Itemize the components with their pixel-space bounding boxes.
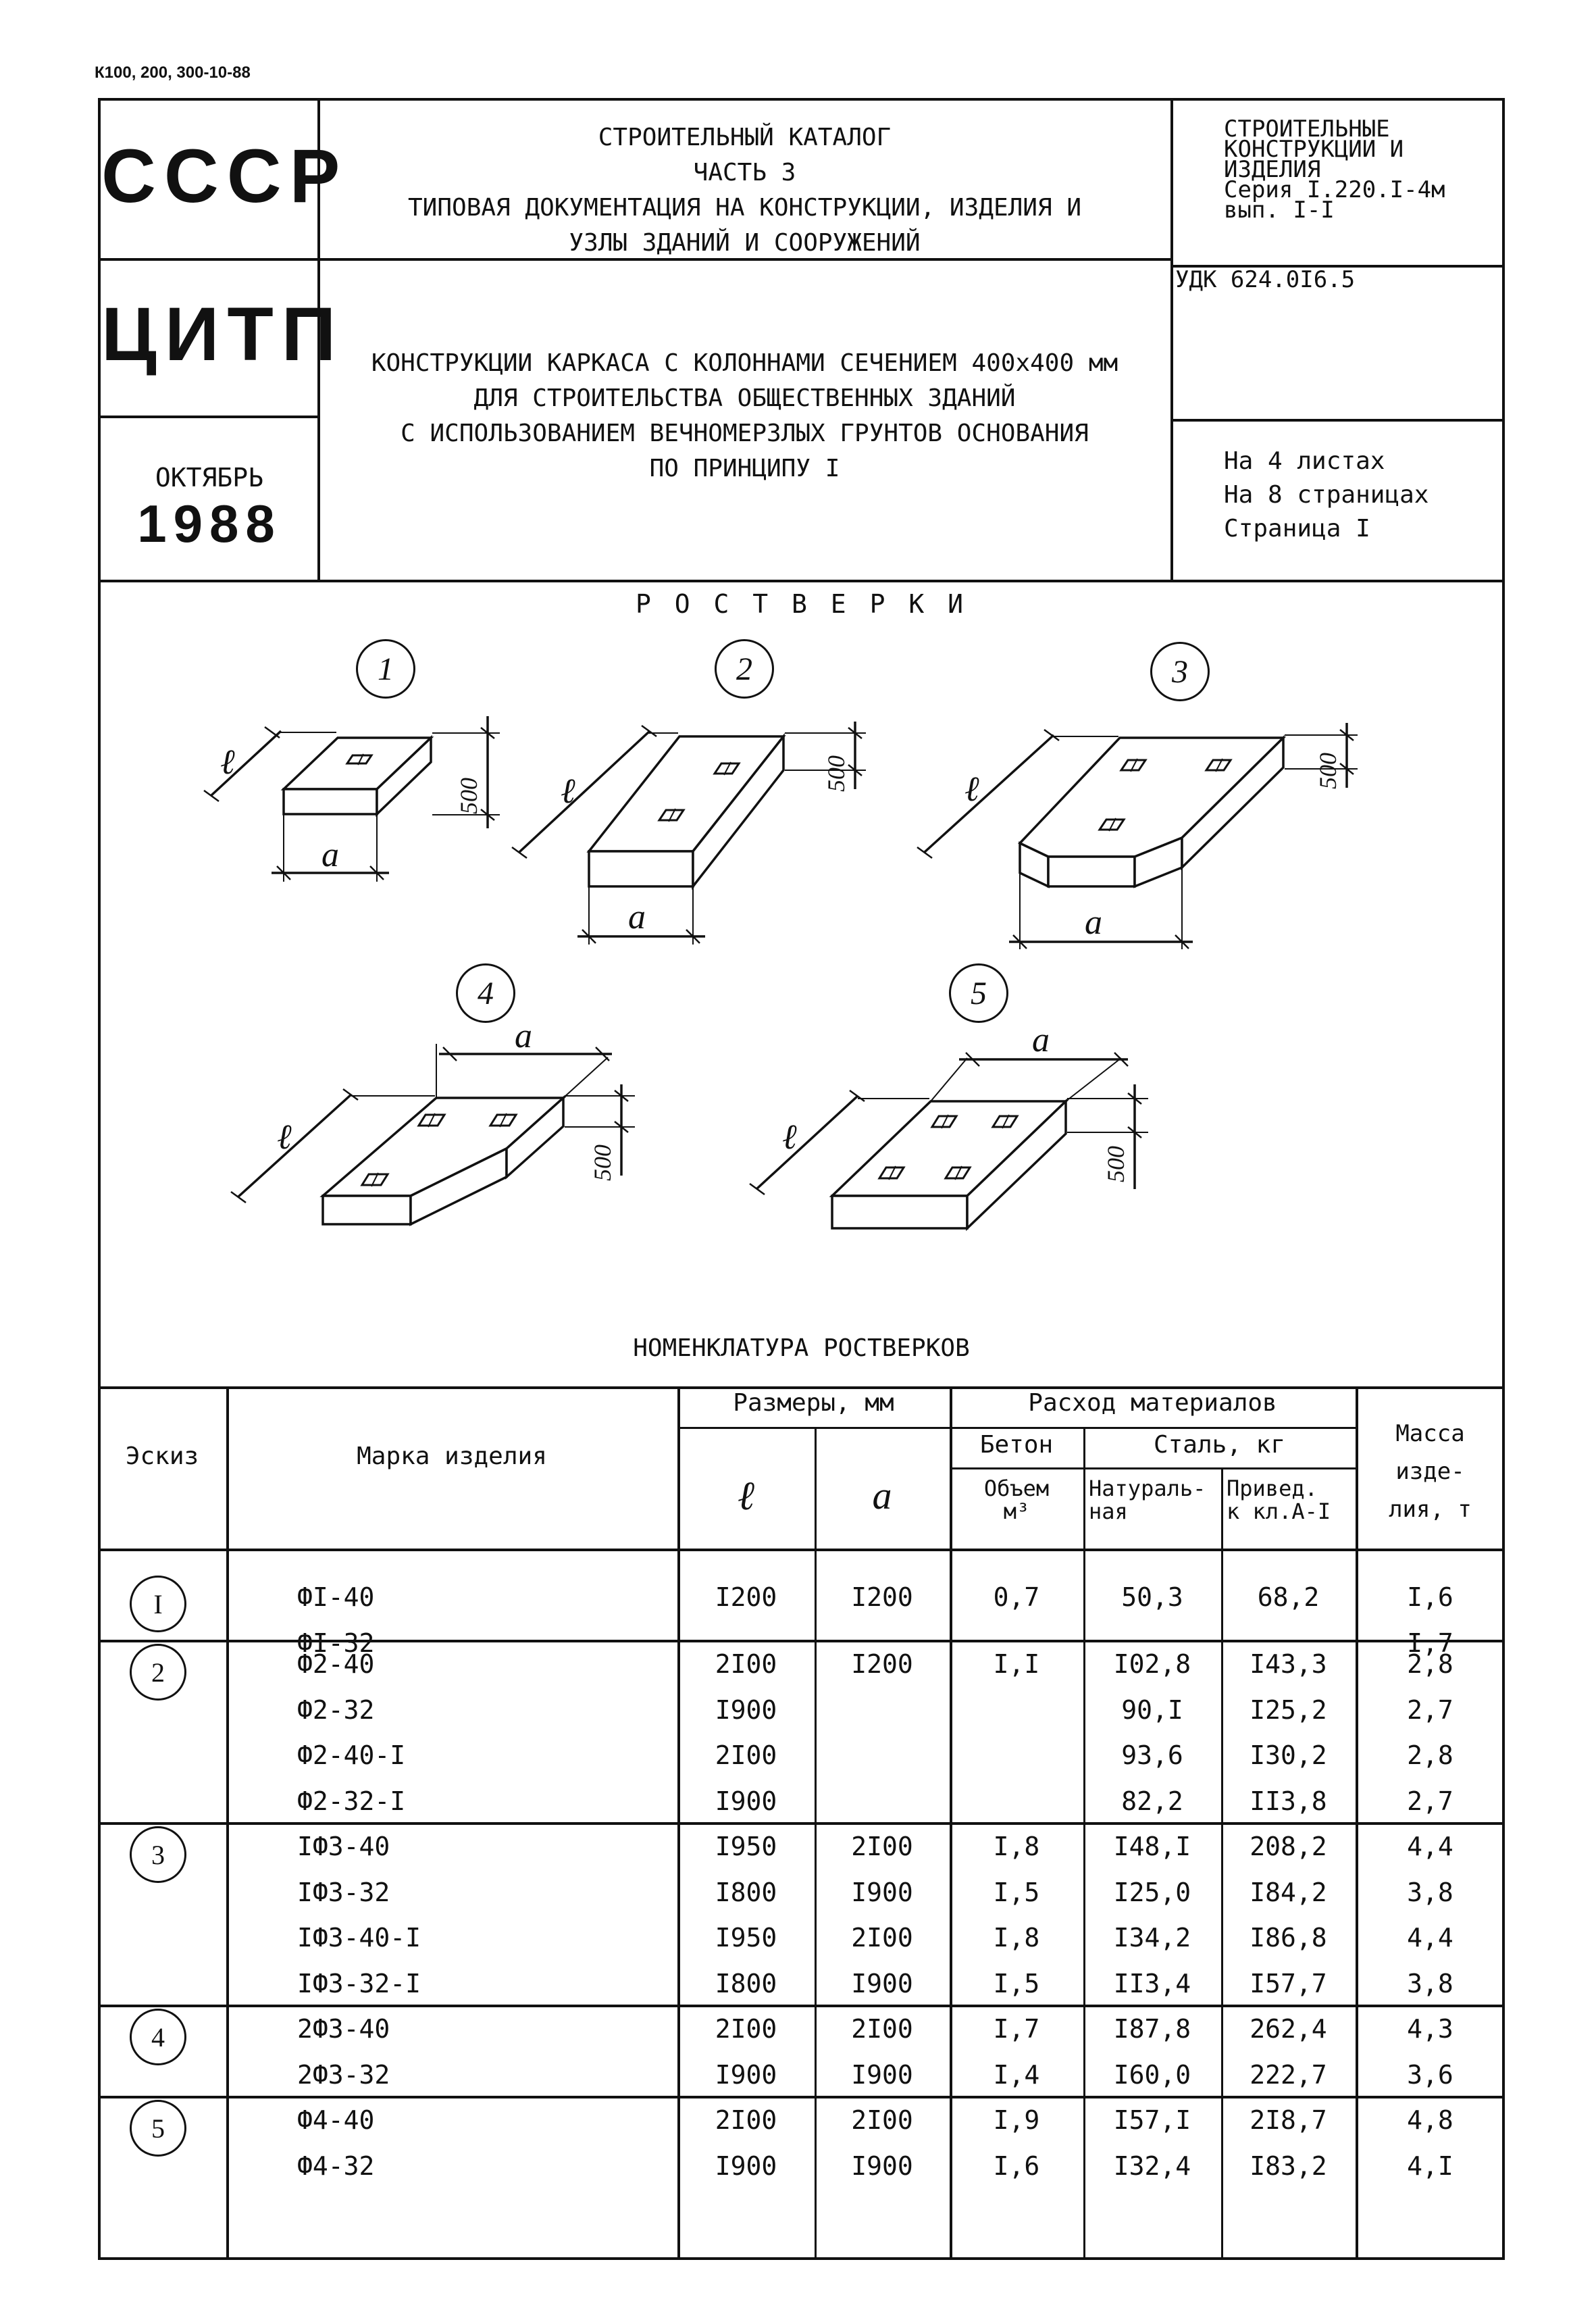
cell-l: 2I00	[715, 2014, 777, 2044]
cell-mass: 4,I	[1407, 2150, 1453, 2181]
cell-l: I900	[715, 2059, 777, 2090]
header-mark: Марка изделия	[357, 1442, 547, 1470]
cell-red: 208,2	[1250, 1832, 1327, 1861]
cell-nat: I32,4	[1113, 2150, 1191, 2181]
header-volume-line: Объем	[983, 1476, 1050, 1501]
series-line: вып. I-I	[1224, 197, 1335, 224]
cell-red: II3,8	[1250, 1786, 1327, 1816]
cell-red: I83,2	[1250, 2150, 1327, 2181]
cell-mass: I,6	[1407, 1582, 1453, 1612]
sketch-number-2: 2	[715, 639, 774, 699]
series-line: СТРОИТЕЛЬНЫЕ	[1224, 116, 1390, 143]
header-concrete: Бетон	[979, 1431, 1054, 1459]
header-mass	[1356, 1415, 1505, 1528]
cell-nat: I48,I	[1113, 1832, 1191, 1861]
header-a: a	[872, 1474, 892, 1517]
group-separator	[98, 1640, 1505, 1642]
header-sizes: Размеры, мм	[733, 1389, 894, 1417]
cell-l: 2I00	[715, 1649, 777, 1679]
dim-h-2: 500	[823, 755, 850, 792]
cell-mark: IФ3-32	[297, 1877, 390, 1907]
group-separator	[98, 2096, 1505, 2098]
cell-mark: Ф2-40-I	[297, 1740, 406, 1770]
cell-mark: ФI-40	[297, 1582, 375, 1612]
dim-l-3: ℓ	[964, 770, 979, 809]
cell-mass: 2,7	[1407, 1694, 1453, 1725]
header-reduced-line: Привед.	[1227, 1476, 1318, 1501]
header-sketch: Эскиз	[125, 1442, 199, 1470]
sketch-number-circle: 4	[130, 2009, 186, 2065]
cell-mass: 4,4	[1407, 1832, 1453, 1861]
udk-code: УДК 624.0I6.5	[1175, 266, 1356, 293]
cell-mark: Ф4-40	[297, 2105, 375, 2135]
cell-mass: I,7	[1407, 1628, 1453, 1658]
dim-h-5: 500	[1102, 1146, 1129, 1182]
dim-a-2: a	[628, 898, 646, 936]
header-materials: Расход материалов	[1028, 1389, 1277, 1417]
cell-nat: II3,4	[1113, 1968, 1191, 1998]
cell-mark: ФI-32	[297, 1628, 375, 1658]
cell-a: I200	[851, 1582, 913, 1612]
table-subheader-line-2	[950, 1467, 1356, 1469]
cell-nat: I87,8	[1113, 2014, 1191, 2044]
cell-a: I200	[851, 1649, 913, 1679]
cell-vol: I,8	[993, 1923, 1040, 1953]
catalog-line: ТИПОВАЯ ДОКУМЕНТАЦИЯ НА КОНСТРУКЦИИ, ИЗДЕЛИЯ И	[408, 194, 1081, 222]
cell-red: I25,2	[1250, 1694, 1327, 1725]
cell-l: I900	[715, 1694, 777, 1725]
cell-l: 2I00	[715, 1740, 777, 1770]
cell-red: 2I8,7	[1250, 2105, 1327, 2135]
cell-mass: 2,8	[1407, 1649, 1453, 1679]
cell-nat: I02,8	[1113, 1649, 1191, 1679]
dim-a-1: a	[321, 836, 339, 874]
cell-vol: I,6	[993, 2150, 1040, 2181]
title-line: КОНСТРУКЦИИ КАРКАСА С КОЛОННАМИ СЕЧЕНИЕМ 400х400 мм	[371, 349, 1118, 377]
cell-l: I950	[715, 1923, 777, 1953]
header-reduced	[1227, 1477, 1356, 1523]
cell-a: I900	[851, 2150, 913, 2181]
org-ussr: СССР	[101, 134, 349, 218]
dim-a-3: a	[1085, 903, 1102, 942]
dim-h-3: 500	[1314, 753, 1341, 789]
cell-l: I800	[715, 1968, 777, 1998]
sheet-line: Страница I	[1224, 515, 1370, 543]
cell-red: 222,7	[1250, 2059, 1327, 2090]
dim-l-1: ℓ	[220, 743, 235, 782]
cell-red: I86,8	[1250, 1923, 1327, 1953]
issue-year: 1988	[137, 494, 282, 553]
cell-nat: 82,2	[1121, 1786, 1183, 1816]
cell-l: 2I00	[715, 2105, 777, 2135]
cell-a: 2I00	[851, 1923, 913, 1953]
cell-vol: I,7	[993, 2014, 1040, 2044]
cell-mark: Ф2-40	[297, 1649, 375, 1679]
cell-red: 262,4	[1250, 2014, 1327, 2044]
header-steel: Сталь, кг	[1153, 1431, 1286, 1459]
series-line: ИЗДЕЛИЯ	[1224, 156, 1321, 183]
cell-a: 2I00	[851, 2105, 913, 2135]
table-header-bottom	[98, 1549, 1505, 1551]
cell-mass: 2,8	[1407, 1740, 1453, 1770]
header-mass-line: Масса	[1395, 1420, 1465, 1447]
cell-l: I900	[715, 1786, 777, 1816]
cell-red: I57,7	[1250, 1968, 1327, 1998]
cell-vol: I,I	[993, 1649, 1040, 1679]
dim-a-5: a	[1032, 1021, 1050, 1059]
cell-l: I950	[715, 1832, 777, 1861]
dim-h-1: 500	[455, 778, 482, 814]
cell-a: I900	[851, 1968, 913, 1998]
org-citp: ЦИТП	[101, 292, 344, 376]
group-separator	[98, 1822, 1505, 1825]
group-separator	[98, 2005, 1505, 2007]
catalog-line: УЗЛЫ ЗДАНИЙ И СООРУЖЕНИЙ	[569, 229, 921, 257]
cell-l: I900	[715, 2150, 777, 2181]
sketch-2-drawing	[512, 722, 866, 945]
cell-mark: 2Ф3-40	[297, 2014, 390, 2044]
header-mass-line: лия, т	[1389, 1496, 1472, 1523]
sketch-number-3: 3	[1150, 642, 1210, 701]
sheet-line: На 4 листах	[1224, 447, 1385, 475]
drawings-title: Р О С Т В Е Р К И	[636, 589, 967, 619]
header-natural-line: Натураль-	[1089, 1476, 1206, 1501]
title-line: С ИСПОЛЬЗОВАНИЕМ ВЕЧНОМЕРЗЛЫХ ГРУНТОВ ОСНОВАНИЯ	[401, 420, 1089, 447]
cell-a: I900	[851, 1877, 913, 1907]
cell-mark: IФ3-40	[297, 1832, 390, 1861]
sketch-number-1: 1	[356, 639, 415, 699]
cell-nat: I34,2	[1113, 1923, 1191, 1953]
document-code: К100, 200, 300-10-88	[95, 64, 251, 82]
cell-nat: I60,0	[1113, 2059, 1191, 2090]
cell-vol: I,9	[993, 2105, 1040, 2135]
dim-l-5: ℓ	[782, 1118, 797, 1157]
header-volume	[950, 1477, 1083, 1523]
cell-mark: 2Ф3-32	[297, 2059, 390, 2090]
dim-l-2: ℓ	[561, 772, 575, 811]
cell-a: 2I00	[851, 2014, 913, 2044]
sketch-number-circle: 2	[130, 1644, 186, 1701]
cell-mark: Ф2-32-I	[297, 1786, 406, 1816]
cell-vol: I,4	[993, 2059, 1040, 2090]
series-line: КОНСТРУКЦИИ И	[1224, 136, 1404, 163]
cell-mass: 4,8	[1407, 2105, 1453, 2135]
cell-mark: IФ3-40-I	[297, 1923, 421, 1953]
cell-nat: I57,I	[1113, 2105, 1191, 2135]
cell-mass: 3,6	[1407, 2059, 1453, 2090]
cell-nat: 50,3	[1121, 1582, 1183, 1612]
table-subheader-line	[677, 1427, 1356, 1429]
cell-mark: IФ3-32-I	[297, 1968, 421, 1998]
cell-mark: Ф2-32	[297, 1694, 375, 1725]
dim-l-4: ℓ	[277, 1118, 292, 1157]
title-line: ПО ПРИНЦИПУ I	[649, 455, 840, 482]
sketch-number-5: 5	[949, 963, 1008, 1023]
series-line: Серия I.220.I-4м	[1224, 176, 1445, 203]
cell-nat: 93,6	[1121, 1740, 1183, 1770]
cell-red: I43,3	[1250, 1649, 1327, 1679]
cell-a: I900	[851, 2059, 913, 2090]
sketch-number-circle: 3	[130, 1826, 186, 1883]
title-line: ДЛЯ СТРОИТЕЛЬСТВА ОБЩЕСТВЕННЫХ ЗДАНИЙ	[473, 384, 1016, 412]
cell-mass: 3,8	[1407, 1877, 1453, 1907]
cell-nat: 90,I	[1121, 1694, 1183, 1725]
cell-l: I800	[715, 1877, 777, 1907]
cell-red: I84,2	[1250, 1877, 1327, 1907]
header-natural-line: ная	[1089, 1499, 1128, 1524]
cell-a: 2I00	[851, 1832, 913, 1861]
catalog-line: ЧАСТЬ 3	[693, 159, 796, 186]
issue-month: ОКТЯБРЬ	[155, 463, 264, 493]
dim-a-4: a	[515, 1017, 532, 1055]
cell-mass: 4,4	[1407, 1923, 1453, 1953]
sketch-number-circle: 5	[130, 2100, 186, 2157]
cell-vol: I,8	[993, 1832, 1040, 1861]
cell-vol: I,5	[993, 1968, 1040, 1998]
cell-vol: I,5	[993, 1877, 1040, 1907]
cell-red: I30,2	[1250, 1740, 1327, 1770]
cell-nat: I25,0	[1113, 1877, 1191, 1907]
cell-red: 68,2	[1257, 1582, 1320, 1612]
cell-vol: 0,7	[993, 1582, 1040, 1612]
cell-mass: 3,8	[1407, 1968, 1453, 1998]
catalog-line: СТРОИТЕЛЬНЫЙ КАТАЛОГ	[598, 124, 892, 151]
sketch-number-4: 4	[456, 963, 515, 1023]
sketch-4-drawing	[231, 1044, 635, 1224]
cell-mass: 2,7	[1407, 1786, 1453, 1816]
table-title: НОМЕНКЛАТУРА РОСТВЕРКОВ	[633, 1334, 970, 1362]
header-volume-line: м³	[1003, 1499, 1030, 1524]
dim-h-4: 500	[589, 1145, 616, 1181]
header-mass-line: изде-	[1395, 1458, 1465, 1485]
cell-l: I200	[715, 1582, 777, 1612]
sketch-3-drawing	[917, 723, 1358, 949]
cell-mark: Ф4-32	[297, 2150, 375, 2181]
sketch-number-circle: I	[130, 1576, 186, 1632]
header-reduced-line: к кл.А-I	[1227, 1499, 1331, 1524]
header-natural	[1089, 1477, 1221, 1523]
header-l: ℓ	[738, 1474, 754, 1518]
sketch-5-drawing	[750, 1053, 1148, 1228]
sheet-line: На 8 страницах	[1224, 481, 1429, 509]
cell-mass: 4,3	[1407, 2014, 1453, 2044]
